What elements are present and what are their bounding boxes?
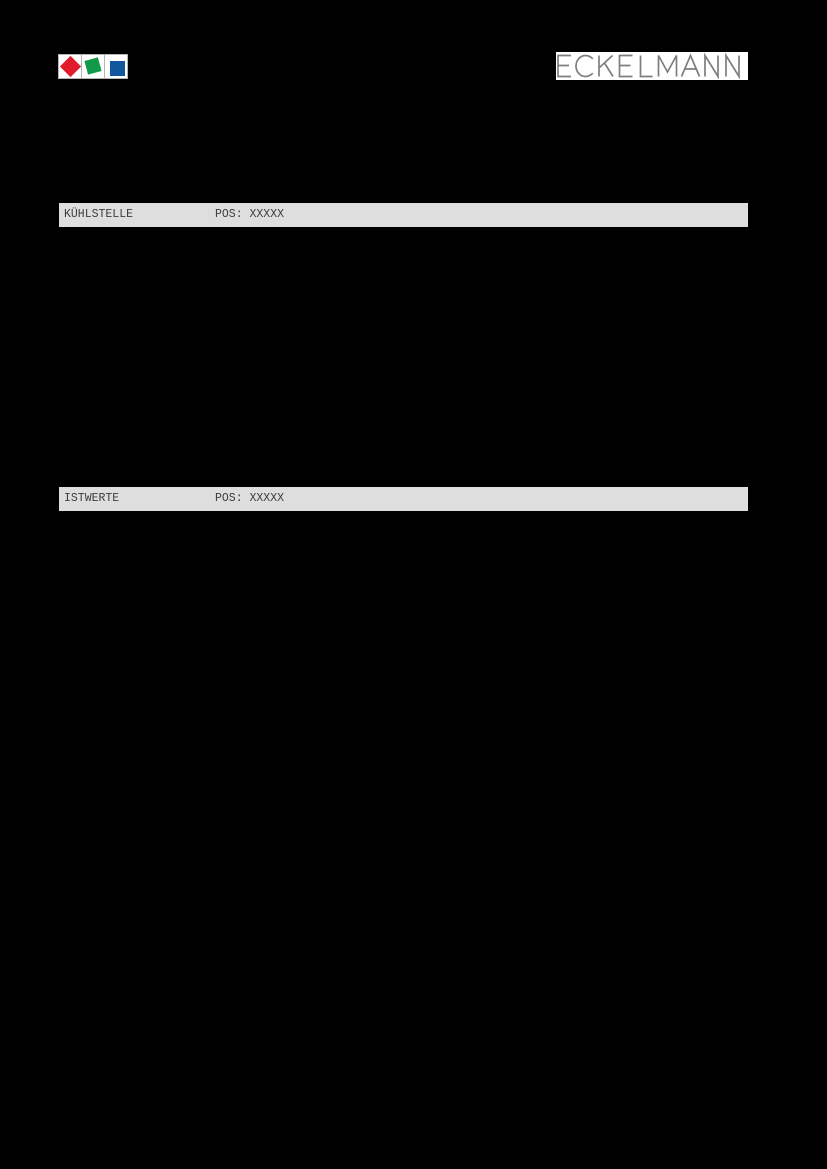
section-pos: POS: XXXXX (215, 208, 285, 221)
green-tilted-square-icon (84, 57, 101, 74)
blue-square-icon (110, 61, 125, 76)
section-title: ISTWERTE (64, 492, 120, 505)
logo-cell-red (59, 55, 82, 78)
eckelmann-wordmark (556, 52, 748, 80)
section-header-kuehlstelle (59, 203, 748, 227)
section-title: KÜHLSTELLE (64, 208, 134, 221)
wordmark-letters-graphic (556, 52, 748, 80)
section-header-istwerte (59, 487, 748, 511)
logo-cell-blue (105, 55, 127, 78)
logo-cell-green (82, 55, 105, 78)
eckelmann-squares-logo (58, 54, 128, 79)
red-diamond-icon (60, 56, 81, 77)
section-pos: POS: XXXXX (215, 492, 285, 505)
